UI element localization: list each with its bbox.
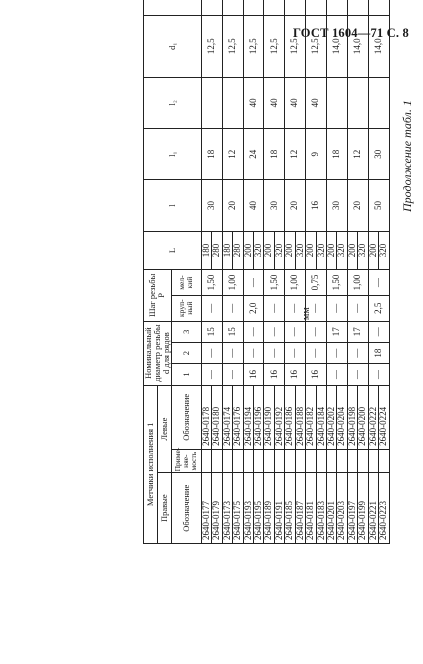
cell-row3: 15: [222, 321, 243, 342]
cell-l: 20: [222, 180, 243, 231]
designation-right: 2640-0223: [379, 473, 389, 544]
cell-row2: —: [285, 342, 306, 363]
cell-fine: 1,50: [327, 270, 348, 296]
header-row1: 1: [171, 364, 201, 385]
designation-right: 2640-0221: [368, 473, 378, 544]
application-cell: [285, 449, 295, 473]
cell-d2: [368, 0, 389, 15]
rotated-table-wrapper: [143, 0, 389, 544]
table-row: [243, 0, 253, 544]
cell-L: 200: [327, 231, 337, 270]
cell-fine: 1,00: [347, 270, 368, 296]
cell-coarse: —: [264, 295, 285, 321]
header-pitch: Шаг резьбы P: [144, 270, 172, 321]
cell-row2: —: [222, 342, 243, 363]
cell-l1: 9: [306, 129, 327, 180]
cell-row2: —: [347, 342, 368, 363]
header-left: Левые: [157, 385, 171, 473]
designation-left: 2640-0224: [379, 385, 389, 449]
cell-L: 320: [253, 231, 263, 270]
cell-l: 30: [201, 180, 222, 231]
header-l1: l₁: [144, 129, 202, 180]
cell-L: 320: [316, 231, 326, 270]
cell-coarse: —: [285, 295, 306, 321]
cell-coarse: —: [327, 295, 348, 321]
cell-l: 50: [368, 180, 389, 231]
cell-l1: 30: [368, 129, 389, 180]
cell-d1: 12,5: [222, 15, 243, 77]
cell-d2: [285, 0, 306, 15]
cell-l2: 40: [243, 77, 264, 128]
cell-d2: [347, 0, 368, 15]
cell-coarse: —: [347, 295, 368, 321]
cell-l2: 40: [285, 77, 306, 128]
designation-left: 2640-0182: [306, 385, 316, 449]
cell-fine: —: [243, 270, 264, 296]
designation-right: 2640-0195: [253, 473, 263, 544]
cell-row2: —: [264, 342, 285, 363]
cell-l1: 12: [347, 129, 368, 180]
table-row: [201, 0, 211, 544]
cell-fine: 0,75: [306, 270, 327, 296]
cell-row1: —: [327, 364, 348, 385]
designation-right: 2640-0181: [306, 473, 316, 544]
application-cell: [212, 449, 222, 473]
cell-row1: 16: [264, 364, 285, 385]
cell-l1: 12: [285, 129, 306, 180]
designation-right: 2640-0203: [337, 473, 347, 544]
cell-d1: 12,5: [243, 15, 264, 77]
designation-left: 2640-0204: [337, 385, 347, 449]
cell-l2: 40: [264, 77, 285, 128]
cell-d2: [243, 0, 264, 15]
designation-left: 2640-0200: [358, 385, 368, 449]
header-right: Правые: [157, 473, 171, 544]
cell-row2: 18: [368, 342, 389, 363]
header-d1: d₁: [144, 15, 202, 77]
header-designation-right: Обозначение: [171, 473, 201, 544]
cell-d1: 14,0: [327, 15, 348, 77]
cell-d2: [201, 0, 222, 15]
cell-row2: —: [327, 342, 348, 363]
designation-left: 2640-0190: [264, 385, 274, 449]
header-row2: 2: [171, 342, 201, 363]
cell-row2: —: [243, 342, 264, 363]
application-cell: [222, 449, 232, 473]
cell-d1: 12,5: [201, 15, 222, 77]
continuation-caption: Продолжение табл. 1: [400, 100, 414, 212]
table-row: [368, 0, 378, 544]
header-diameter: Номинальный диаметр резьбы d для рядов: [144, 321, 172, 385]
cell-L: 200: [264, 231, 274, 270]
page-header: ГОСТ 1604—71 С. 8: [292, 26, 409, 40]
designation-left: 2640-0202: [327, 385, 337, 449]
cell-l1: 12: [222, 129, 243, 180]
cell-fine: 1,00: [285, 270, 306, 296]
table-row: [347, 0, 357, 544]
cell-fine: 1,00: [222, 270, 243, 296]
designation-left: 2640-0188: [295, 385, 305, 449]
designation-left: 2640-0184: [316, 385, 326, 449]
cell-row3: —: [285, 321, 306, 342]
designation-right: 2640-0191: [274, 473, 284, 544]
cell-L: 180: [222, 231, 232, 270]
designation-right: 2640-0179: [212, 473, 222, 544]
cell-row1: —: [347, 364, 368, 385]
cell-row3: 17: [347, 321, 368, 342]
cell-L: 200: [368, 231, 378, 270]
header-fine: мелкий: [171, 270, 201, 296]
designation-left: 2640-0176: [233, 385, 243, 449]
application-cell: [201, 449, 211, 473]
cell-L: 280: [212, 231, 222, 270]
header-l2: l₂: [144, 77, 202, 128]
cell-L: 320: [379, 231, 389, 270]
application-cell: [327, 449, 337, 473]
taps-table: [143, 0, 390, 544]
application-cell: [337, 449, 347, 473]
application-cell: [368, 449, 378, 473]
cell-l2: [368, 77, 389, 128]
designation-right: 2640-0173: [222, 473, 232, 544]
cell-row3: —: [264, 321, 285, 342]
cell-l: 30: [264, 180, 285, 231]
cell-row2: —: [201, 342, 222, 363]
application-cell: [274, 449, 284, 473]
application-cell: [253, 449, 263, 473]
cell-L: 180: [201, 231, 211, 270]
cell-fine: 1,50: [201, 270, 222, 296]
designation-left: 2640-0222: [368, 385, 378, 449]
header-L: L: [144, 231, 202, 270]
cell-l1: 18: [327, 129, 348, 180]
cell-coarse: —: [222, 295, 243, 321]
cell-L: 200: [285, 231, 295, 270]
cell-l: 20: [347, 180, 368, 231]
cell-row1: —: [222, 364, 243, 385]
cell-d2: [306, 0, 327, 15]
application-cell: [347, 449, 357, 473]
designation-right: 2640-0185: [285, 473, 295, 544]
cell-L: 320: [337, 231, 347, 270]
designation-right: 2640-0175: [233, 473, 243, 544]
designation-right: 2640-0189: [264, 473, 274, 544]
designation-left: 2640-0174: [222, 385, 232, 449]
cell-coarse: —: [306, 295, 327, 321]
cell-d1: 14,0: [368, 15, 389, 77]
cell-fine: —: [368, 270, 389, 296]
designation-left: 2640-0198: [347, 385, 357, 449]
cell-l2: [347, 77, 368, 128]
cell-d1: 12,5: [285, 15, 306, 77]
designation-left: 2640-0180: [212, 385, 222, 449]
designation-left: 2640-0196: [253, 385, 263, 449]
cell-l2: [201, 77, 222, 128]
application-cell: [243, 449, 253, 473]
table-row: [222, 0, 232, 544]
header-application: Применяемость: [171, 449, 201, 473]
cell-d1: 12,5: [264, 15, 285, 77]
cell-d2: [264, 0, 285, 15]
header-group: Метчики исполнения 1: [144, 385, 158, 543]
cell-l2: [327, 77, 348, 128]
cell-d1: 12,5: [306, 15, 327, 77]
cell-row1: —: [201, 364, 222, 385]
cell-l: 30: [327, 180, 348, 231]
cell-l: 16: [306, 180, 327, 231]
designation-right: 2640-0197: [347, 473, 357, 544]
units-label: мм: [301, 307, 312, 320]
cell-l: 20: [285, 180, 306, 231]
table-row: [306, 0, 316, 544]
designation-right: 2640-0193: [243, 473, 253, 544]
cell-d1: 14,0: [347, 15, 368, 77]
application-cell: [306, 449, 316, 473]
cell-l2: [222, 77, 243, 128]
designation-left: 2640-0192: [274, 385, 284, 449]
cell-L: 320: [358, 231, 368, 270]
header-designation-left: Обозначение: [171, 385, 201, 449]
cell-l: 40: [243, 180, 264, 231]
cell-row1: 16: [285, 364, 306, 385]
designation-left: 2640-0186: [285, 385, 295, 449]
cell-d2: [222, 0, 243, 15]
header-coarse: крупный: [171, 295, 201, 321]
cell-row2: —: [306, 342, 327, 363]
application-cell: [379, 449, 389, 473]
designation-left: 2640-0194: [243, 385, 253, 449]
cell-fine: 1,50: [264, 270, 285, 296]
cell-l1: 18: [264, 129, 285, 180]
cell-L: 200: [306, 231, 316, 270]
cell-row3: 15: [201, 321, 222, 342]
designation-left: 2640-0178: [201, 385, 211, 449]
cell-l1: 24: [243, 129, 264, 180]
application-cell: [264, 449, 274, 473]
designation-right: 2640-0201: [327, 473, 337, 544]
cell-row3: —: [306, 321, 327, 342]
cell-row3: 17: [327, 321, 348, 342]
designation-right: 2640-0187: [295, 473, 305, 544]
cell-d2: [327, 0, 348, 15]
application-cell: [233, 449, 243, 473]
cell-L: 200: [347, 231, 357, 270]
cell-row1: 16: [243, 364, 264, 385]
header-l: l: [144, 180, 202, 231]
designation-right: 2640-0177: [201, 473, 211, 544]
cell-row1: —: [368, 364, 389, 385]
header-row3: 3: [171, 321, 201, 342]
application-cell: [295, 449, 305, 473]
designation-right: 2640-0183: [316, 473, 326, 544]
application-cell: [358, 449, 368, 473]
cell-L: 280: [233, 231, 243, 270]
table-row: [285, 0, 295, 544]
cell-coarse: 2,5: [368, 295, 389, 321]
cell-L: 320: [295, 231, 305, 270]
table-row: [327, 0, 337, 544]
cell-row1: 16: [306, 364, 327, 385]
cell-row3: —: [243, 321, 264, 342]
cell-l1: 18: [201, 129, 222, 180]
cell-coarse: —: [201, 295, 222, 321]
cell-l2: 40: [306, 77, 327, 128]
cell-coarse: 2,0: [243, 295, 264, 321]
cell-L: 200: [243, 231, 253, 270]
designation-right: 2640-0199: [358, 473, 368, 544]
table-row: [264, 0, 274, 544]
cell-row3: —: [368, 321, 389, 342]
cell-L: 320: [274, 231, 284, 270]
application-cell: [316, 449, 326, 473]
header-d2: [144, 0, 202, 15]
